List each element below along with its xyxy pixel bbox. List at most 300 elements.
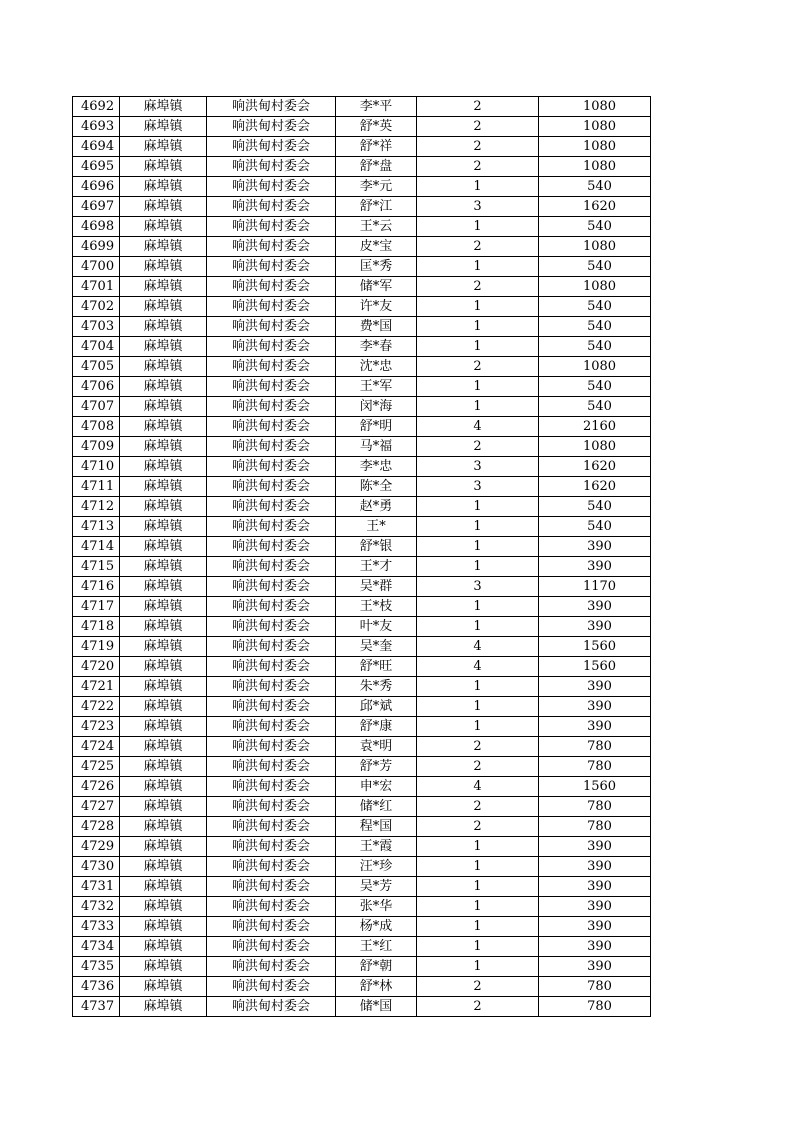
village-cell: 响洪甸村委会 (207, 977, 336, 997)
village-cell: 响洪甸村委会 (207, 597, 336, 617)
table-row (73, 137, 651, 157)
row-number-cell: 4729 (73, 837, 120, 857)
count-cell: 1 (417, 937, 539, 957)
table-row (73, 497, 651, 517)
town-cell: 麻埠镇 (120, 637, 207, 657)
village-cell: 响洪甸村委会 (207, 117, 336, 137)
table-row (73, 617, 651, 637)
count-cell: 1 (417, 217, 539, 237)
count-cell: 2 (417, 997, 539, 1017)
town-cell: 麻埠镇 (120, 477, 207, 497)
village-cell: 响洪甸村委会 (207, 577, 336, 597)
amount-cell: 540 (539, 497, 651, 517)
count-cell: 1 (417, 857, 539, 877)
row-number-cell: 4723 (73, 717, 120, 737)
amount-cell: 390 (539, 917, 651, 937)
data-table (72, 96, 651, 1017)
count-cell: 1 (417, 877, 539, 897)
town-cell: 麻埠镇 (120, 657, 207, 677)
row-number-cell: 4708 (73, 417, 120, 437)
name-cell: 舒*林 (336, 977, 417, 997)
name-cell: 李*春 (336, 337, 417, 357)
amount-cell: 540 (539, 217, 651, 237)
name-cell: 朱*秀 (336, 677, 417, 697)
town-cell: 麻埠镇 (120, 717, 207, 737)
count-cell: 1 (417, 257, 539, 277)
table-row (73, 757, 651, 777)
village-cell: 响洪甸村委会 (207, 837, 336, 857)
row-number-cell: 4702 (73, 297, 120, 317)
table-row (73, 357, 651, 377)
row-number-cell: 4699 (73, 237, 120, 257)
village-cell: 响洪甸村委会 (207, 157, 336, 177)
table-row (73, 117, 651, 137)
amount-cell: 1560 (539, 637, 651, 657)
name-cell: 吴*群 (336, 577, 417, 597)
town-cell: 麻埠镇 (120, 557, 207, 577)
table-row (73, 177, 651, 197)
name-cell: 舒*康 (336, 717, 417, 737)
count-cell: 1 (417, 377, 539, 397)
town-cell: 麻埠镇 (120, 177, 207, 197)
name-cell: 舒*旺 (336, 657, 417, 677)
table-row (73, 317, 651, 337)
town-cell: 麻埠镇 (120, 117, 207, 137)
table-row (73, 297, 651, 317)
town-cell: 麻埠镇 (120, 537, 207, 557)
amount-cell: 390 (539, 597, 651, 617)
count-cell: 1 (417, 697, 539, 717)
town-cell: 麻埠镇 (120, 817, 207, 837)
amount-cell: 540 (539, 337, 651, 357)
name-cell: 王*云 (336, 217, 417, 237)
table-row (73, 717, 651, 737)
name-cell: 皮*宝 (336, 237, 417, 257)
amount-cell: 390 (539, 617, 651, 637)
table-row (73, 377, 651, 397)
village-cell: 响洪甸村委会 (207, 297, 336, 317)
amount-cell: 1560 (539, 777, 651, 797)
name-cell: 李*元 (336, 177, 417, 197)
table-row (73, 277, 651, 297)
count-cell: 4 (417, 657, 539, 677)
name-cell: 杨*成 (336, 917, 417, 937)
name-cell: 费*国 (336, 317, 417, 337)
village-cell: 响洪甸村委会 (207, 337, 336, 357)
amount-cell: 390 (539, 957, 651, 977)
amount-cell: 780 (539, 737, 651, 757)
table-row (73, 857, 651, 877)
village-cell: 响洪甸村委会 (207, 97, 336, 117)
count-cell: 2 (417, 137, 539, 157)
row-number-cell: 4700 (73, 257, 120, 277)
count-cell: 1 (417, 537, 539, 557)
amount-cell: 390 (539, 937, 651, 957)
name-cell: 陈*全 (336, 477, 417, 497)
row-number-cell: 4697 (73, 197, 120, 217)
row-number-cell: 4720 (73, 657, 120, 677)
count-cell: 1 (417, 677, 539, 697)
town-cell: 麻埠镇 (120, 917, 207, 937)
table-row (73, 677, 651, 697)
name-cell: 申*宏 (336, 777, 417, 797)
table-row (73, 477, 651, 497)
amount-cell: 390 (539, 537, 651, 557)
row-number-cell: 4710 (73, 457, 120, 477)
village-cell: 响洪甸村委会 (207, 377, 336, 397)
count-cell: 2 (417, 277, 539, 297)
town-cell: 麻埠镇 (120, 977, 207, 997)
name-cell: 匡*秀 (336, 257, 417, 277)
town-cell: 麻埠镇 (120, 377, 207, 397)
count-cell: 2 (417, 737, 539, 757)
amount-cell: 2160 (539, 417, 651, 437)
name-cell: 赵*勇 (336, 497, 417, 517)
table-row (73, 797, 651, 817)
count-cell: 1 (417, 517, 539, 537)
town-cell: 麻埠镇 (120, 437, 207, 457)
town-cell: 麻埠镇 (120, 257, 207, 277)
table-body (73, 97, 651, 1017)
amount-cell: 1620 (539, 197, 651, 217)
row-number-cell: 4712 (73, 497, 120, 517)
name-cell: 李*平 (336, 97, 417, 117)
count-cell: 1 (417, 557, 539, 577)
town-cell: 麻埠镇 (120, 897, 207, 917)
row-number-cell: 4722 (73, 697, 120, 717)
village-cell: 响洪甸村委会 (207, 257, 336, 277)
name-cell: 舒*芳 (336, 757, 417, 777)
amount-cell: 780 (539, 797, 651, 817)
village-cell: 响洪甸村委会 (207, 137, 336, 157)
town-cell: 麻埠镇 (120, 217, 207, 237)
town-cell: 麻埠镇 (120, 197, 207, 217)
village-cell: 响洪甸村委会 (207, 957, 336, 977)
row-number-cell: 4696 (73, 177, 120, 197)
count-cell: 2 (417, 797, 539, 817)
amount-cell: 390 (539, 557, 651, 577)
amount-cell: 780 (539, 817, 651, 837)
table-row (73, 397, 651, 417)
table-row (73, 437, 651, 457)
row-number-cell: 4727 (73, 797, 120, 817)
name-cell: 王*枝 (336, 597, 417, 617)
amount-cell: 1080 (539, 117, 651, 137)
amount-cell: 780 (539, 757, 651, 777)
count-cell: 1 (417, 177, 539, 197)
village-cell: 响洪甸村委会 (207, 697, 336, 717)
count-cell: 2 (417, 157, 539, 177)
table-row (73, 917, 651, 937)
table-row (73, 937, 651, 957)
row-number-cell: 4726 (73, 777, 120, 797)
row-number-cell: 4725 (73, 757, 120, 777)
town-cell: 麻埠镇 (120, 937, 207, 957)
amount-cell: 390 (539, 837, 651, 857)
village-cell: 响洪甸村委会 (207, 937, 336, 957)
row-number-cell: 4704 (73, 337, 120, 357)
table-row (73, 697, 651, 717)
name-cell: 王*军 (336, 377, 417, 397)
row-number-cell: 4731 (73, 877, 120, 897)
amount-cell: 780 (539, 977, 651, 997)
name-cell: 沈*忠 (336, 357, 417, 377)
town-cell: 麻埠镇 (120, 417, 207, 437)
row-number-cell: 4734 (73, 937, 120, 957)
village-cell: 响洪甸村委会 (207, 817, 336, 837)
table-row (73, 417, 651, 437)
name-cell: 舒*英 (336, 117, 417, 137)
town-cell: 麻埠镇 (120, 517, 207, 537)
village-cell: 响洪甸村委会 (207, 397, 336, 417)
table-row (73, 217, 651, 237)
amount-cell: 1080 (539, 437, 651, 457)
name-cell: 王*才 (336, 557, 417, 577)
table-row (73, 337, 651, 357)
village-cell: 响洪甸村委会 (207, 797, 336, 817)
row-number-cell: 4693 (73, 117, 120, 137)
count-cell: 3 (417, 457, 539, 477)
town-cell: 麻埠镇 (120, 357, 207, 377)
row-number-cell: 4736 (73, 977, 120, 997)
row-number-cell: 4717 (73, 597, 120, 617)
village-cell: 响洪甸村委会 (207, 357, 336, 377)
town-cell: 麻埠镇 (120, 777, 207, 797)
count-cell: 3 (417, 577, 539, 597)
row-number-cell: 4706 (73, 377, 120, 397)
town-cell: 麻埠镇 (120, 237, 207, 257)
count-cell: 2 (417, 237, 539, 257)
count-cell: 2 (417, 977, 539, 997)
village-cell: 响洪甸村委会 (207, 197, 336, 217)
village-cell: 响洪甸村委会 (207, 417, 336, 437)
row-number-cell: 4718 (73, 617, 120, 637)
row-number-cell: 4714 (73, 537, 120, 557)
count-cell: 2 (417, 437, 539, 457)
name-cell: 邱*斌 (336, 697, 417, 717)
name-cell: 许*友 (336, 297, 417, 317)
village-cell: 响洪甸村委会 (207, 757, 336, 777)
name-cell: 王*霞 (336, 837, 417, 857)
name-cell: 叶*友 (336, 617, 417, 637)
village-cell: 响洪甸村委会 (207, 177, 336, 197)
table-row (73, 237, 651, 257)
table-row (73, 777, 651, 797)
amount-cell: 390 (539, 857, 651, 877)
row-number-cell: 4724 (73, 737, 120, 757)
amount-cell: 390 (539, 697, 651, 717)
town-cell: 麻埠镇 (120, 797, 207, 817)
name-cell: 储*军 (336, 277, 417, 297)
town-cell: 麻埠镇 (120, 277, 207, 297)
town-cell: 麻埠镇 (120, 697, 207, 717)
row-number-cell: 4716 (73, 577, 120, 597)
count-cell: 1 (417, 597, 539, 617)
row-number-cell: 4721 (73, 677, 120, 697)
row-number-cell: 4715 (73, 557, 120, 577)
town-cell: 麻埠镇 (120, 617, 207, 637)
name-cell: 汪*珍 (336, 857, 417, 877)
amount-cell: 540 (539, 517, 651, 537)
name-cell: 袁*明 (336, 737, 417, 757)
amount-cell: 1080 (539, 137, 651, 157)
name-cell: 吴*芳 (336, 877, 417, 897)
village-cell: 响洪甸村委会 (207, 637, 336, 657)
name-cell: 舒*祥 (336, 137, 417, 157)
table-row (73, 977, 651, 997)
town-cell: 麻埠镇 (120, 297, 207, 317)
village-cell: 响洪甸村委会 (207, 437, 336, 457)
village-cell: 响洪甸村委会 (207, 237, 336, 257)
village-cell: 响洪甸村委会 (207, 537, 336, 557)
row-number-cell: 4730 (73, 857, 120, 877)
row-number-cell: 4713 (73, 517, 120, 537)
village-cell: 响洪甸村委会 (207, 217, 336, 237)
amount-cell: 540 (539, 377, 651, 397)
row-number-cell: 4709 (73, 437, 120, 457)
table-row (73, 637, 651, 657)
count-cell: 1 (417, 837, 539, 857)
village-cell: 响洪甸村委会 (207, 317, 336, 337)
table-row (73, 257, 651, 277)
amount-cell: 1620 (539, 457, 651, 477)
row-number-cell: 4694 (73, 137, 120, 157)
amount-cell: 540 (539, 177, 651, 197)
village-cell: 响洪甸村委会 (207, 277, 336, 297)
table-row (73, 97, 651, 117)
count-cell: 4 (417, 637, 539, 657)
amount-cell: 1080 (539, 357, 651, 377)
town-cell: 麻埠镇 (120, 837, 207, 857)
count-cell: 1 (417, 957, 539, 977)
table-row (73, 557, 651, 577)
table-row (73, 737, 651, 757)
count-cell: 2 (417, 357, 539, 377)
name-cell: 舒*明 (336, 417, 417, 437)
village-cell: 响洪甸村委会 (207, 857, 336, 877)
amount-cell: 390 (539, 877, 651, 897)
table-row (73, 537, 651, 557)
count-cell: 1 (417, 337, 539, 357)
amount-cell: 1560 (539, 657, 651, 677)
amount-cell: 540 (539, 297, 651, 317)
name-cell: 闵*海 (336, 397, 417, 417)
village-cell: 响洪甸村委会 (207, 457, 336, 477)
village-cell: 响洪甸村委会 (207, 717, 336, 737)
row-number-cell: 4698 (73, 217, 120, 237)
town-cell: 麻埠镇 (120, 957, 207, 977)
town-cell: 麻埠镇 (120, 97, 207, 117)
village-cell: 响洪甸村委会 (207, 517, 336, 537)
row-number-cell: 4703 (73, 317, 120, 337)
table-row (73, 957, 651, 977)
amount-cell: 540 (539, 397, 651, 417)
table-row (73, 517, 651, 537)
town-cell: 麻埠镇 (120, 157, 207, 177)
row-number-cell: 4728 (73, 817, 120, 837)
count-cell: 1 (417, 917, 539, 937)
count-cell: 2 (417, 817, 539, 837)
row-number-cell: 4735 (73, 957, 120, 977)
count-cell: 1 (417, 717, 539, 737)
row-number-cell: 4695 (73, 157, 120, 177)
town-cell: 麻埠镇 (120, 577, 207, 597)
table-row (73, 877, 651, 897)
village-cell: 响洪甸村委会 (207, 657, 336, 677)
village-cell: 响洪甸村委会 (207, 737, 336, 757)
row-number-cell: 4719 (73, 637, 120, 657)
amount-cell: 780 (539, 997, 651, 1017)
name-cell: 张*华 (336, 897, 417, 917)
town-cell: 麻埠镇 (120, 317, 207, 337)
count-cell: 1 (417, 297, 539, 317)
amount-cell: 540 (539, 257, 651, 277)
table-row (73, 597, 651, 617)
name-cell: 舒*江 (336, 197, 417, 217)
table-row (73, 837, 651, 857)
village-cell: 响洪甸村委会 (207, 997, 336, 1017)
town-cell: 麻埠镇 (120, 337, 207, 357)
name-cell: 王* (336, 517, 417, 537)
row-number-cell: 4732 (73, 897, 120, 917)
village-cell: 响洪甸村委会 (207, 497, 336, 517)
count-cell: 3 (417, 477, 539, 497)
amount-cell: 1080 (539, 97, 651, 117)
amount-cell: 1080 (539, 157, 651, 177)
town-cell: 麻埠镇 (120, 877, 207, 897)
count-cell: 1 (417, 617, 539, 637)
name-cell: 储*红 (336, 797, 417, 817)
count-cell: 4 (417, 417, 539, 437)
count-cell: 2 (417, 757, 539, 777)
amount-cell: 1620 (539, 477, 651, 497)
town-cell: 麻埠镇 (120, 597, 207, 617)
row-number-cell: 4705 (73, 357, 120, 377)
row-number-cell: 4707 (73, 397, 120, 417)
table-row (73, 197, 651, 217)
count-cell: 3 (417, 197, 539, 217)
row-number-cell: 4737 (73, 997, 120, 1017)
count-cell: 4 (417, 777, 539, 797)
town-cell: 麻埠镇 (120, 137, 207, 157)
count-cell: 1 (417, 497, 539, 517)
name-cell: 储*国 (336, 997, 417, 1017)
count-cell: 1 (417, 317, 539, 337)
count-cell: 1 (417, 397, 539, 417)
amount-cell: 390 (539, 897, 651, 917)
village-cell: 响洪甸村委会 (207, 677, 336, 697)
town-cell: 麻埠镇 (120, 857, 207, 877)
village-cell: 响洪甸村委会 (207, 557, 336, 577)
name-cell: 舒*朝 (336, 957, 417, 977)
table-row (73, 157, 651, 177)
amount-cell: 1080 (539, 237, 651, 257)
town-cell: 麻埠镇 (120, 677, 207, 697)
town-cell: 麻埠镇 (120, 457, 207, 477)
name-cell: 吴*奎 (336, 637, 417, 657)
village-cell: 响洪甸村委会 (207, 477, 336, 497)
name-cell: 舒*盘 (336, 157, 417, 177)
table-row (73, 657, 651, 677)
name-cell: 李*忠 (336, 457, 417, 477)
row-number-cell: 4692 (73, 97, 120, 117)
table-row (73, 997, 651, 1017)
village-cell: 响洪甸村委会 (207, 897, 336, 917)
town-cell: 麻埠镇 (120, 757, 207, 777)
name-cell: 舒*银 (336, 537, 417, 557)
row-number-cell: 4733 (73, 917, 120, 937)
table-row (73, 457, 651, 477)
